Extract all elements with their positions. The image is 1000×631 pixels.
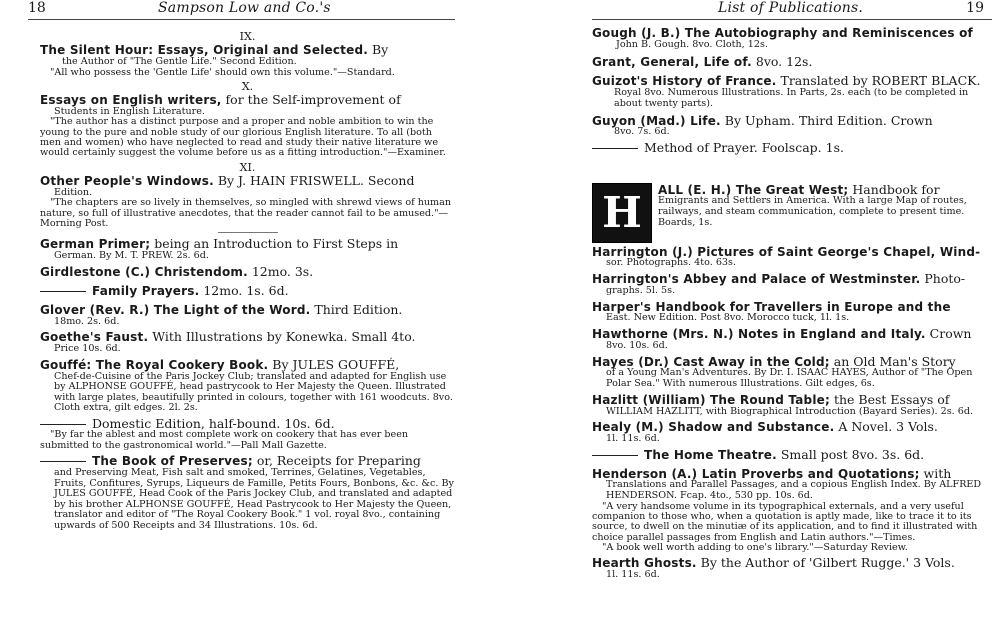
entry-quote: "A very handsome volume in its typographical externals, and a very useful companion to those who, when a quotation is aptly made, like to trace it to its source, to dwell on the minutiæ of its application, and to find it illustrated with choice parallel passages from English and Latin authors."—Times. — [592, 500, 978, 543]
entry-heading: Harper's Handbook for Travellers in Europe and the — [592, 299, 951, 314]
right-header-rule — [592, 19, 992, 20]
entry-heading: Guizot's History of France. Translated by ROBERT BLACK. — [592, 73, 981, 89]
entry-detail: Chef-de-Cuisine of the Paris Jockey Club; translated and adapted for English use by ALPHONSE GOUFFÉ, head pastrycook to Her Majesty the Queen. Illustrated with large plates, beautifully printed in colours, together with 161 woodcuts. 8vo. Cloth extra, gilt edges. 2l. 2s. — [54, 370, 453, 414]
ditto-dash — [592, 148, 638, 149]
entry-heading: German Primer; being an Introduction to First Steps in — [40, 236, 399, 252]
ditto-dash — [40, 424, 86, 425]
entry-detail: Price 10s. 6d. — [54, 343, 121, 355]
entry-detail: Royal 8vo. Numerous Illustrations. In Parts, 2s. each (to be completed in about twenty parts). — [614, 87, 969, 109]
entry-heading: ALL (E. H.) The Great West; Handbook for — [658, 181, 940, 197]
entry-heading: Other People's Windows. By J. HAIN FRISWELL. Second — [40, 172, 415, 188]
entry-heading: Harrington's Abbey and Palace of Westminster. Photo- — [592, 271, 966, 286]
entry-heading: Harrington (J.) Pictures of Saint George's Chapel, Wind- — [592, 244, 981, 259]
right-column — [592, 26, 992, 581]
decorative-dropcap-h: H — [592, 183, 652, 243]
right-page-number: 19 — [966, 0, 984, 16]
section-numeral: X. — [241, 79, 254, 93]
entry-heading: Method of Prayer. Foolscap. 1s. — [592, 141, 992, 155]
entry-heading: Hazlitt (William) The Round Table; the Best Essays of — [592, 391, 950, 407]
entry-detail: graphs. 5l. 5s. — [606, 284, 676, 296]
entry-heading: Domestic Edition, half-bound. 10s. 6d. — [40, 417, 455, 431]
ditto-dash — [40, 461, 86, 462]
entry-heading: Hawthorne (Mrs. N.) Notes in England and Italy. Crown — [592, 326, 972, 341]
entry-detail: of a Young Man's Adventures. By Dr. I. ISAAC HAYES, Author of "The Open Polar Sea." With numerous Illustrations. Gilt edges, 6s. — [606, 367, 973, 389]
section-numeral: XI. — [239, 160, 256, 174]
entry-heading: Girdlestone (C.) Christendom. 12mo. 3s. — [40, 263, 314, 279]
left-header-rule — [28, 19, 455, 20]
entry-detail: 8vo. 7s. 6d. — [614, 126, 670, 138]
left-page — [28, 0, 455, 631]
entry-detail: Emigrants and Settlers in America. With a large Map of routes, railways, and steam communication, complete to present time. Boards, 1s. — [658, 195, 967, 228]
entry-quote: "By far the ablest and most complete work on cookery that has ever been submitted to the gastronomical world."—Pall Mall Gazette. — [40, 429, 409, 451]
entry-detail: 8vo. 10s. 6d. — [606, 339, 668, 351]
entry-detail: Students in English Literature. — [54, 105, 205, 117]
separator-rule — [218, 232, 278, 233]
entry-detail: 1l. 11s. 6d. — [606, 433, 660, 444]
left-column — [40, 30, 455, 531]
entry-heading: The Home Theatre. Small post 8vo. 3s. 6d. — [592, 448, 992, 462]
entry-heading: Grant, General, Life of. 8vo. 12s. — [592, 53, 813, 69]
entry-heading: Goethe's Faust. With Illustrations by Konewka. Small 4to. — [40, 329, 416, 345]
entry-quote: "All who possess the 'Gentle Life' should own this volume."—Standard. — [50, 66, 395, 78]
entry-heading: Gouffé: The Royal Cookery Book. By JULES GOUFFÉ, — [40, 356, 400, 372]
entry-detail: 18mo. 2s. 6d. — [54, 315, 120, 327]
entry-heading: Henderson (A.) Latin Proverbs and Quotations; with — [592, 465, 952, 481]
entry-detail: and Preserving Meat, Fish salt and smoked, Terrines, Gelatines, Vegetables, Fruits, Confitures, Syrups, Liqueurs de Famille, Petits Fours, Bonbons, &c. &c. By JULES GOUFFÉ, Head Cook of the Paris Jockey Club, and translated and adapted by his brother ALPHONSE GOUFFÉ, Head Pastrycook to Her Majesty the Queen, translator and editor of "The Royal Cookery Book." 1 vol. royal 8vo., containing upwards of 500 Receipts and 34 Illustrations. 10s. 6d. — [54, 467, 454, 531]
entry-detail: Translations and Parallel Passages, and a copious English Index. By ALFRED HENDERSON. Fcap. 4to., 530 pp. 10s. 6d. — [606, 479, 982, 501]
entry-detail: WILLIAM HAZLITT, with Biographical Introduction (Bayard Series). 2s. 6d. — [606, 405, 974, 417]
entry-heading: Essays on English writers, for the Self-improvement of — [40, 91, 401, 107]
entry-quote: "The author has a distinct purpose and a proper and noble ambition to win the young to the pure and noble study of our glorious English literature. To all (both men and women) who have neglected to read and study their native literature we would certainly suggest the volume before us as a fitting introduction."—Examiner. — [40, 116, 446, 159]
entry-quote: "The chapters are so lively in themselves, so mingled with shrewd views of human nature, so full of illustrative anecdotes, that the reader cannot fail to be amused."—Morning Post. — [40, 197, 452, 230]
entry-detail: the Author of "The Gentle Life." Second Edition. — [62, 55, 297, 67]
left-page-number: 18 — [28, 0, 46, 16]
ditto-dash — [592, 455, 638, 456]
entry-detail: sor. Photographs. 4to. 63s. — [606, 257, 737, 269]
entry-heading: Gough (J. B.) The Autobiography and Reminiscences of — [592, 26, 973, 40]
entry-heading: Family Prayers. 12mo. 1s. 6d. — [40, 284, 455, 298]
entry-quote: "A book well worth adding to one's library."—Saturday Review. — [602, 541, 908, 553]
entry-heading: Glover (Rev. R.) The Light of the Word. Third Edition. — [40, 301, 403, 317]
entry-heading: The Silent Hour: Essays, Original and Selected. By — [40, 42, 389, 57]
entry-heading: Healy (M.) Shadow and Substance. A Novel. 3 Vols. — [592, 419, 938, 435]
entry-detail: German. By M. T. PREW. 2s. 6d. — [54, 250, 209, 262]
entry-detail: 1l. 11s. 6d. — [606, 569, 660, 581]
entry-detail: John B. Gough. 8vo. Cloth, 12s. — [616, 38, 768, 50]
entry-heading: Guyon (Mad.) Life. By Upham. Third Edition. Crown — [592, 112, 933, 128]
right-running-head: List of Publications. — [718, 0, 864, 16]
right-page — [592, 0, 1000, 631]
entry-heading: The Book of Preserves; or, Receipts for Preparing — [40, 454, 455, 468]
hall-entry — [592, 183, 992, 243]
entry-detail: East. New Edition. Post 8vo. Morocco tuck, 1l. 1s. — [606, 312, 850, 324]
entry-heading: Hearth Ghosts. By the Author of 'Gilbert Rugge.' 3 Vols. — [592, 555, 955, 571]
entry-heading: Hayes (Dr.) Cast Away in the Cold; an Old Man's Story — [592, 353, 956, 369]
entry-detail: Edition. — [54, 186, 93, 198]
left-running-head: Sampson Low and Co.'s — [158, 0, 331, 16]
section-numeral: IX. — [239, 30, 256, 43]
ditto-dash — [40, 291, 86, 292]
